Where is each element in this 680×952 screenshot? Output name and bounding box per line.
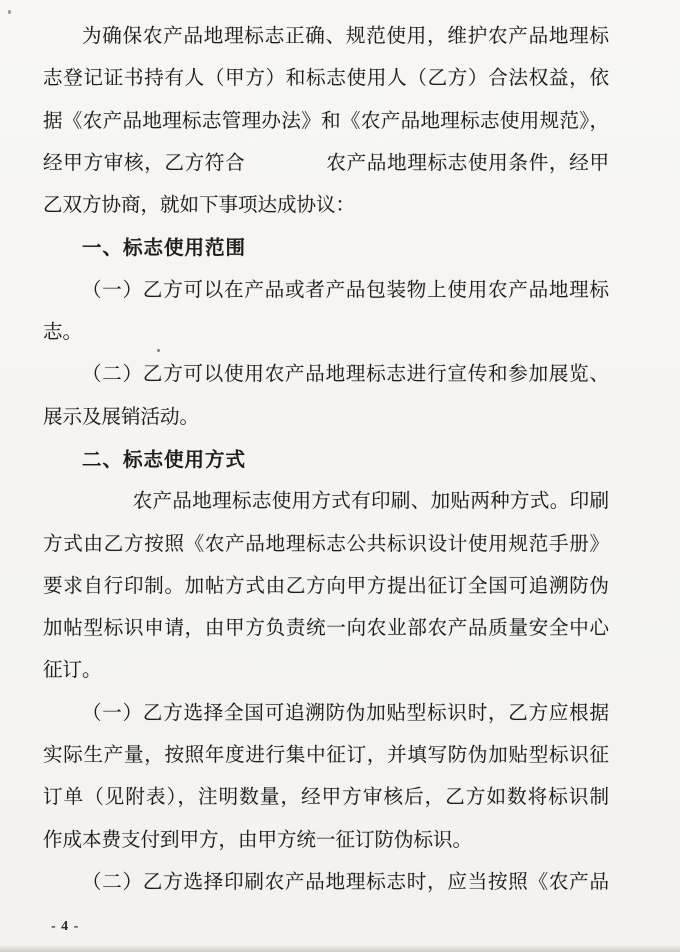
text-line: 加帖型标识申请，由甲方负责统一向农业部农产品质量安全中心 xyxy=(43,618,609,640)
text-line: 订单（见附表），注明数量，经甲方审核后，乙方如数将标识制 xyxy=(43,787,609,809)
text-line: （二）乙方选择印刷农产品地理标志时，应当按照《农产品 xyxy=(82,871,609,893)
text-line: 征订。 xyxy=(43,660,102,682)
text-line: 展示及展销活动。 xyxy=(43,406,200,428)
text-line: 实际生产量，按照年度进行集中征订，并填写防伪加贴型标识征 xyxy=(43,745,609,767)
scan-speck xyxy=(8,10,11,14)
text-line: 要求自行印制。加帖方式由乙方向甲方提出征订全国可追溯防伪 xyxy=(43,575,609,597)
text-line: 作成本费支付到甲方，由甲方统一征订防伪标识。 xyxy=(43,829,473,851)
section-heading: 二、标志使用方式 xyxy=(82,448,247,471)
text-line: （一）乙方可以在产品或者产品包装物上使用农产品地理标 xyxy=(82,279,609,301)
scan-bottom-shadow xyxy=(0,945,680,952)
text-line: 农产品地理标志使用方式有印刷、加贴两种方式。印刷 xyxy=(132,491,609,513)
text-line: 乙双方协商，就如下事项达成协议： xyxy=(43,195,356,217)
text-line: 志。 xyxy=(43,322,83,344)
text-line: （一）乙方选择全国可追溯防伪加贴型标识时，乙方应根据 xyxy=(82,702,609,724)
text-line: 为确保农产品地理标志正确、规范使用，维护农产品地理标 xyxy=(82,26,609,47)
section-heading: 一、标志使用范围 xyxy=(82,237,247,260)
text-line: 方式由乙方按照《农产品地理标志公共标识设计使用规范手册》 xyxy=(43,533,609,555)
text-line: 经甲方审核，乙方符合 农产品地理标志使用条件，经甲 xyxy=(43,152,609,174)
scan-speck xyxy=(157,349,160,352)
document-body xyxy=(43,16,609,904)
text-line: 据《农产品地理标志管理办法》和《农产品地理标志使用规范》， xyxy=(43,110,609,132)
page-number: - 4 - xyxy=(51,919,80,934)
text-line: （二）乙方可以使用农产品地理标志进行宣传和参加展览、 xyxy=(82,364,609,386)
text-line: 志登记证书持有人（甲方）和标志使用人（乙方）合法权益，依 xyxy=(43,68,609,90)
